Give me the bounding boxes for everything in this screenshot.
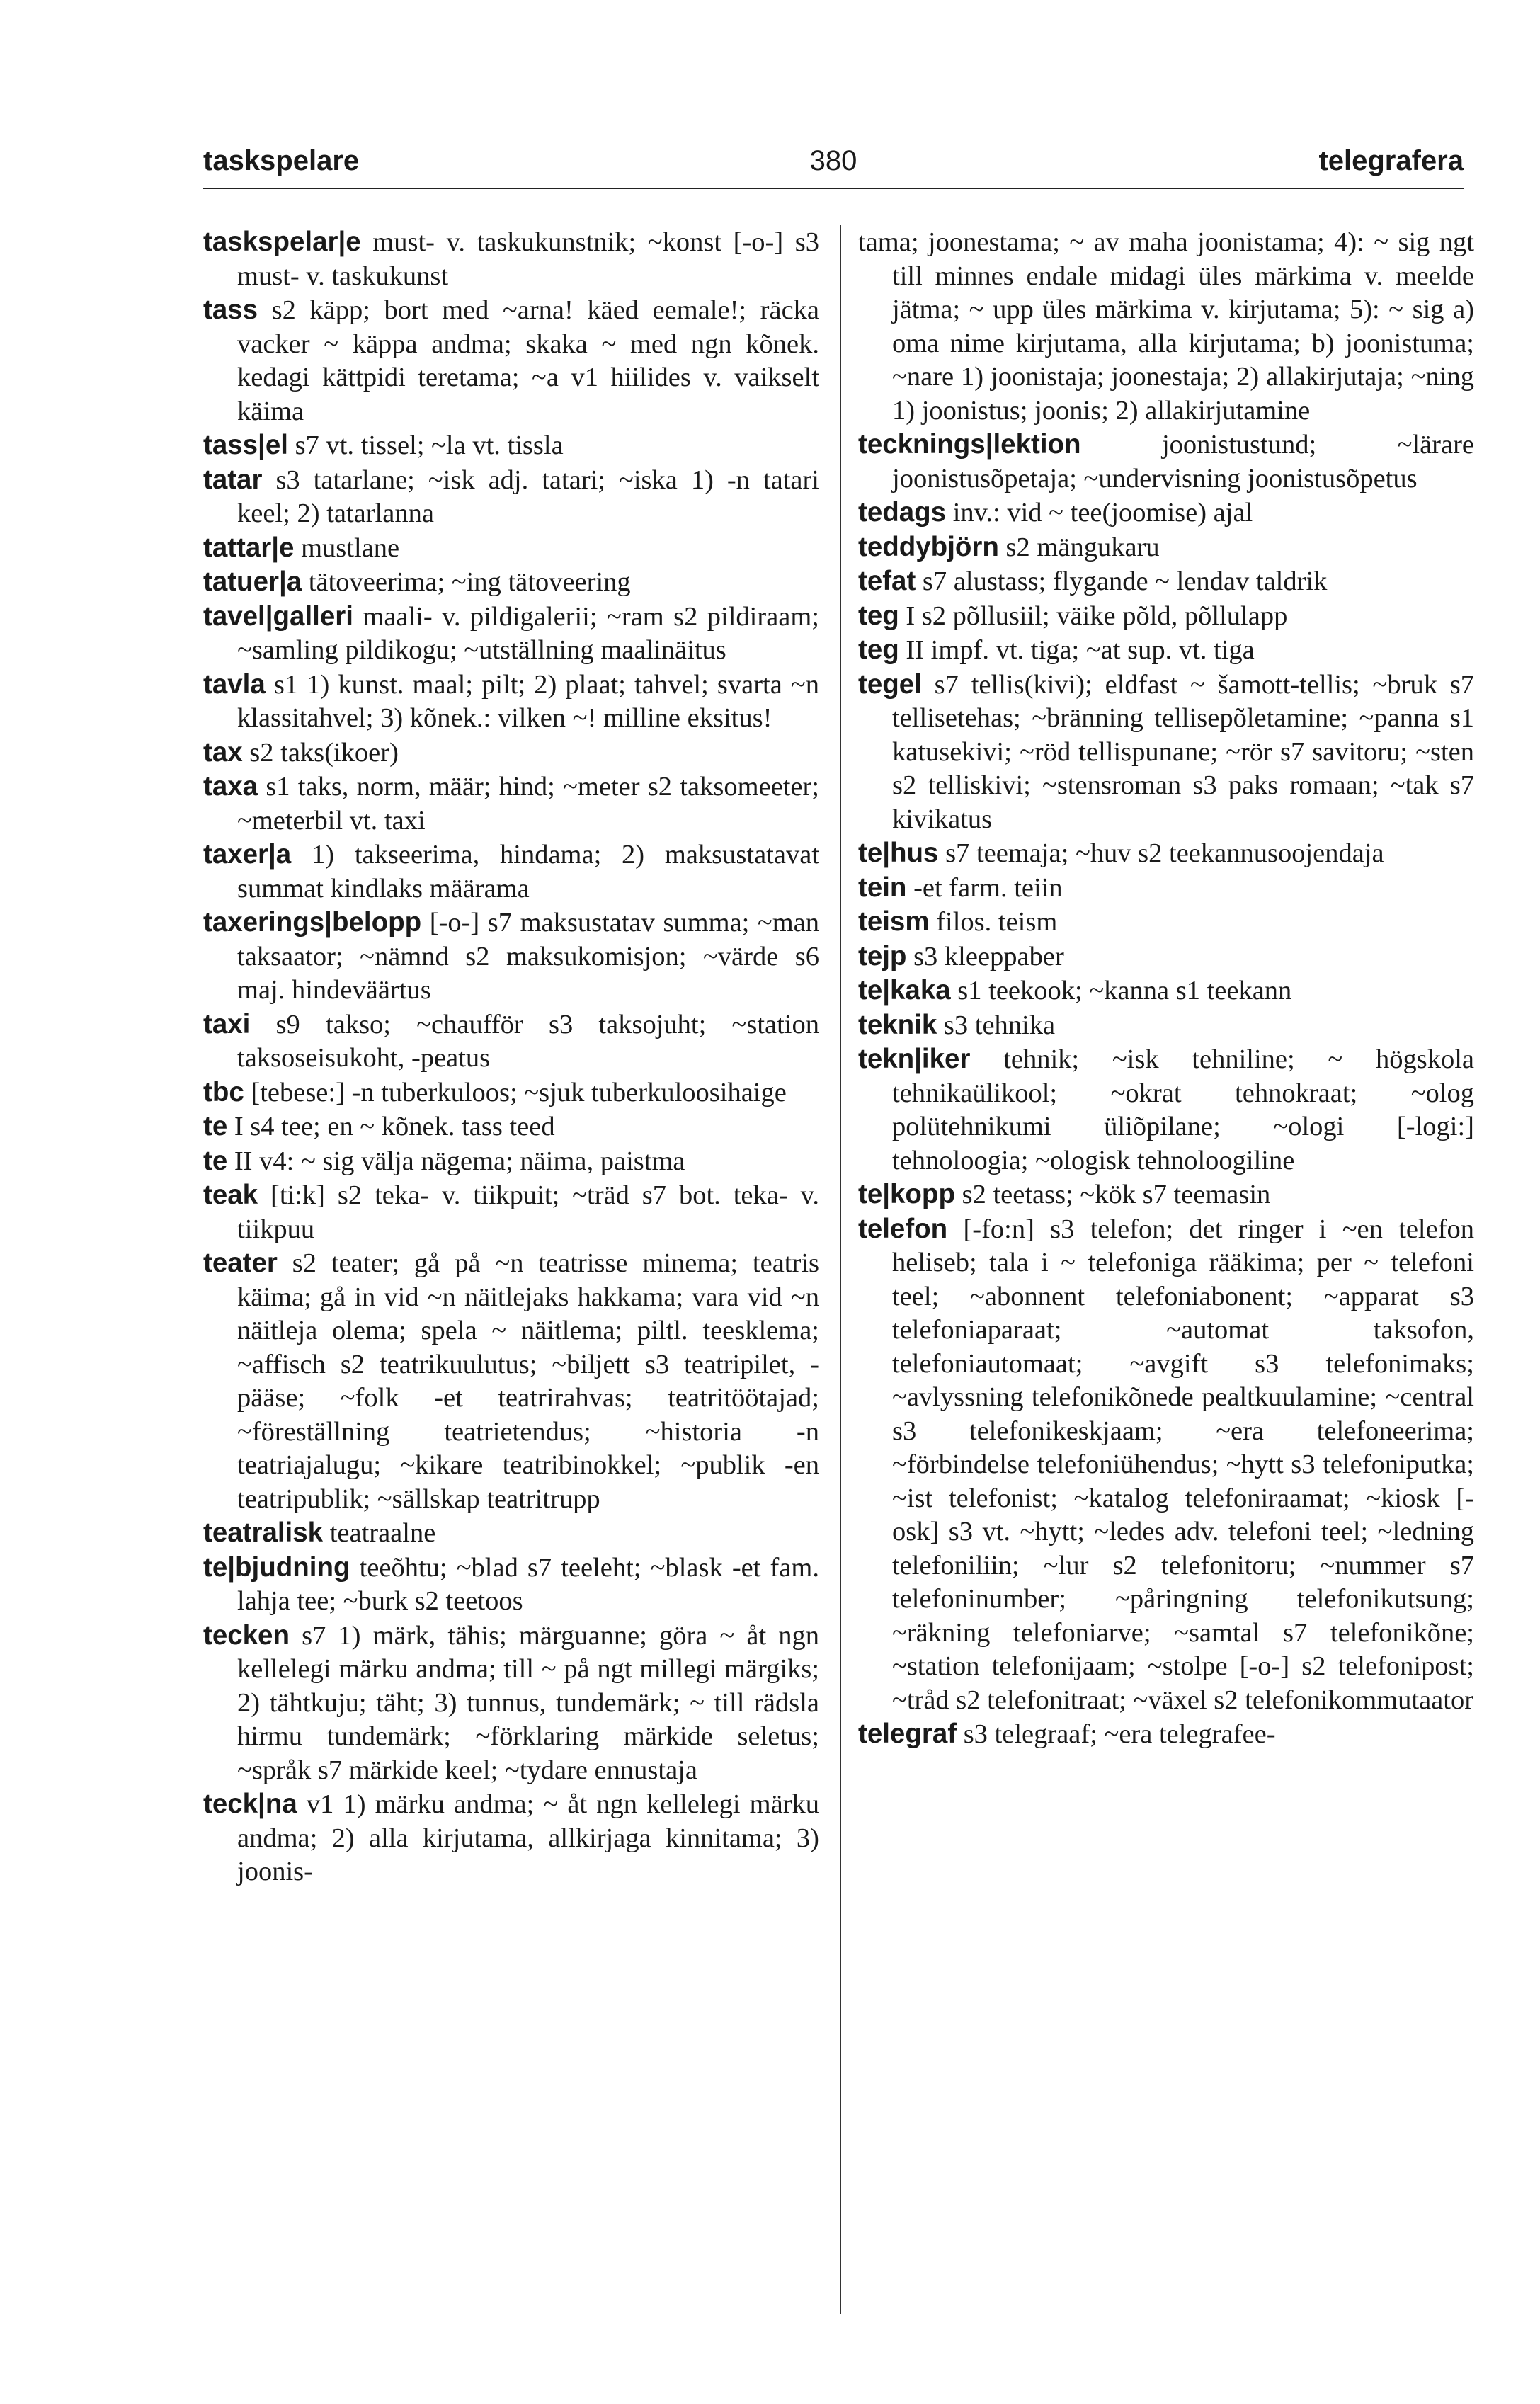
- dictionary-entry: [858, 974, 1474, 1008]
- entry-definition: -et farm. teiin: [913, 872, 1063, 903]
- dictionary-entry: [858, 599, 1474, 634]
- entry-definition: s2 käpp; bort med ~arna! käed eemale!; räcka vacker ~ käppa andma; skaka ~ med ngn kõnek. kedagi kättpidi teretama; ~a v1 hiilides v. vaikselt käima: [237, 295, 819, 426]
- entry-headword: tefat: [858, 566, 916, 596]
- entry-definition: s1 teekook; ~kanna s1 teekann: [957, 976, 1292, 1006]
- dictionary-entry: [203, 1619, 819, 1788]
- entry-headword: tedags: [858, 497, 947, 528]
- dictionary-entry: [858, 530, 1474, 565]
- entry-headword: taxerings|belopp: [203, 907, 422, 938]
- entry-definition: s3 telegraaf; ~era telegrafee-: [963, 1719, 1276, 1749]
- entry-headword: taxer|a: [203, 839, 292, 870]
- entry-headword: tejp: [858, 940, 907, 972]
- entry-definition: s3 kleeppaber: [913, 941, 1064, 972]
- dictionary-entry: [203, 1516, 819, 1551]
- entry-headword: teck|na: [203, 1789, 297, 1819]
- dictionary-entry: [203, 906, 819, 1008]
- entry-headword: teddybjörn: [858, 531, 999, 562]
- dictionary-entry: [203, 293, 819, 428]
- entry-definition: s7 teemaja; ~huv s2 teekannusoojendaja: [945, 838, 1384, 868]
- page-header: [203, 138, 1464, 189]
- dictionary-entry: [858, 225, 1474, 428]
- dictionary-entry: [203, 1144, 819, 1179]
- entry-headword: te: [203, 1145, 228, 1176]
- entry-definition: s1 1) kunst. maal; pilt; 2) plaat; tahvel; svarta ~n klassitahvel; 3) kõnek.: vilken ~! milline eksitus!: [237, 669, 820, 733]
- dictionary-entry: [203, 668, 819, 736]
- dictionary-entry: [858, 871, 1474, 906]
- entry-definition: teeõhtu; ~blad s7 teeleht; ~blask -et fam. lahja tee; ~burk s2 teetoos: [237, 1552, 819, 1616]
- right-column: [858, 225, 1474, 1752]
- dictionary-entry: [858, 1717, 1474, 1752]
- entry-headword: tecknings|lektion: [858, 429, 1081, 460]
- dictionary-entry: [203, 600, 819, 668]
- header-left-word: taskspelare: [203, 145, 360, 176]
- entry-definition: s7 tellis(kivi); eldfast ~ šamott-tellis; ~bruk s7 tellisetehas; ~bränning tellisepõletamine; ~panna s1 katusekivi; ~röd tellispunane; ~rör s7 savitoru; ~sten s2 telliskivi; ~stensroman s3 paks romaan; ~tak s7 kivikatus: [892, 669, 1474, 834]
- entry-definition: [-fo:n] s3 telefon; det ringer i ~en telefon heliseb; tala i ~ telefoniga rääkima; per ~ telefoni teel; ~abonnent telefoniabonent; ~apparat s3 telefoniaparaat; ~automat taksofon, telefoniautomaat; ~avgift s3 telefonimaks; ~avlyssning telefonikõnede pealtkuulamine; ~central s3 telefonikeskjaam; ~era telefoneerima; ~förbindelse telefoniühendus; ~hytt s3 telefoniputka; ~ist telefonist; ~katalog telefoniraamat; ~kiosk [-osk] s3 vt. ~hytt; ~ledes adv. telefoni teel; ~ledning telefoniliin; ~lur s2 telefonitoru; ~nummer s7 telefoninumber; ~påringning telefonikutsung; ~räkning telefoniarve; ~samtal s7 telefonikõne; ~station telefonijaam; ~stolpe [-o-] s2 telefonipost; ~tråd s2 telefonitraat; ~växel s2 telefonikommutaator: [892, 1214, 1475, 1715]
- entry-definition: maali- v. pildigalerii; ~ram s2 pildiraam; ~samling pildikogu; ~utställning maalinäitus: [237, 601, 820, 665]
- entry-headword: te|kaka: [858, 975, 951, 1006]
- dictionary-entry: [203, 531, 819, 566]
- column-divider: [840, 225, 841, 2314]
- entry-headword: tass: [203, 295, 258, 325]
- entry-definition: II impf. vt. tiga; ~at sup. vt. tiga: [906, 635, 1255, 665]
- dictionary-entry: [858, 836, 1474, 871]
- entry-definition: must- v. taskukunstnik; ~konst [-o-] s3 must- v. taskukunst: [237, 227, 820, 291]
- dictionary-entry: [203, 1787, 819, 1889]
- entry-headword: teism: [858, 906, 930, 937]
- entry-definition: s3 tehnika: [943, 1010, 1056, 1040]
- entry-headword: tbc: [203, 1076, 244, 1107]
- entry-definition: s3 tatarlane; ~isk adj. tatari; ~iska 1) -n tatari keel; 2) tatarlanna: [237, 465, 820, 528]
- entry-definition: I s4 tee; en ~ kõnek. tass teed: [234, 1112, 555, 1141]
- entry-definition: s2 taks(ikoer): [249, 737, 399, 768]
- dictionary-entry: [203, 463, 819, 531]
- entry-definition: tehnik; ~isk tehniline; ~ högskola tehnikaülikool; ~okrat tehnokraat; ~olog polütehnikumi üliõpilane; ~ologi [-logi:] tehnoloogia; ~ologisk tehnoloogiline: [892, 1044, 1475, 1175]
- entry-headword: tecken: [203, 1619, 290, 1651]
- dictionary-entry: [203, 1246, 819, 1516]
- entry-headword: teater: [203, 1248, 278, 1278]
- entry-definition: 1) takseerima, hindama; 2) maksustatavat summat kindlaks määrama: [237, 840, 819, 904]
- entry-definition: s7 alustass; flygande ~ lendav taldrik: [922, 566, 1328, 596]
- left-column: [203, 225, 819, 1889]
- entry-definition: s7 1) märk, tähis; märguanne; göra ~ åt ngn kellelegi märku andma; till ~ på ngt millegi märgiks; 2) tähtkuju; täht; 3) tunnus, tundemärk; ~ till rädsla hirmu tundemärk; ~förklaring märkide seletus; ~språk s7 märkide keel; ~tydare ennustaja: [237, 1620, 820, 1785]
- entry-headword: tass|el: [203, 430, 288, 460]
- dictionary-entry: [858, 940, 1474, 974]
- entry-definition: s1 taks, norm, määr; hind; ~meter s2 taksomeeter; ~meterbil vt. taxi: [237, 772, 819, 836]
- entry-headword: teknik: [858, 1009, 937, 1040]
- header-right-word: telegrafera: [1318, 145, 1464, 176]
- dictionary-entry: [858, 1008, 1474, 1043]
- entry-headword: teatralisk: [203, 1517, 324, 1548]
- entry-headword: taxa: [203, 771, 258, 802]
- dictionary-entry: [203, 225, 819, 293]
- dictionary-entry: [203, 428, 819, 463]
- entry-headword: te|kopp: [858, 1179, 955, 1209]
- entry-definition: tama; joonestama; ~ av maha joonistama; 4): ~ sig ngt till minnes endale midagi üles märkima v. meelde jätma; ~ upp üles märkima v. kirjutama; 5): ~ sig a) oma nime kirjutama, alla kirjutama; b) joonistuma; ~nare 1) joonistaja; joonestaja; 2) allakirjutaja; ~ning 1) joonistus; joonis; 2) allakirjutamine: [858, 227, 1474, 426]
- page-number: 380: [809, 145, 857, 176]
- entry-headword: te: [203, 1111, 228, 1141]
- dictionary-entry: [858, 564, 1474, 599]
- dictionary-entry: [203, 838, 819, 906]
- entry-headword: te|hus: [858, 838, 939, 868]
- entry-headword: teg: [858, 634, 899, 665]
- entry-headword: tekn|iker: [858, 1044, 971, 1074]
- entry-definition: s7 vt. tissel; ~la vt. tissla: [295, 431, 564, 460]
- entry-headword: tegel: [858, 668, 922, 700]
- entry-definition: II v4: ~ sig välja nägema; näima, paistma: [234, 1146, 685, 1176]
- entry-definition: s2 mängukaru: [1005, 532, 1160, 562]
- entry-definition: [ti:k] s2 teka- v. tiikpuit; ~träd s7 bot. teka- v. tiikpuu: [237, 1180, 819, 1244]
- entry-definition: [tebese:] -n tuberkuloos; ~sjuk tuberkuloosihaige: [251, 1077, 787, 1107]
- dictionary-entry: [858, 668, 1474, 837]
- dictionary-entry: [858, 633, 1474, 668]
- dictionary-entry: [858, 428, 1474, 496]
- dictionary-entry: [858, 905, 1474, 940]
- entry-definition: s9 takso; ~chaufför s3 taksojuht; ~station taksoseisukoht, -peatus: [237, 1009, 819, 1073]
- dictionary-entry: [203, 1551, 819, 1619]
- dictionary-entry: [858, 1178, 1474, 1212]
- entry-definition: s2 teetass; ~kök s7 teemasin: [962, 1180, 1271, 1209]
- dictionary-entry: [203, 736, 819, 770]
- entry-definition: teatraalne: [329, 1518, 436, 1548]
- entry-definition: s2 teater; gå på ~n teatrisse minema; teatris käima; gå in vid ~n näitlejaks hakkama; vara vid ~n näitleja olema; spela ~ näitlema; piltl. teesklema; ~affisch s2 teatrikuulutus; ~biljett s3 teatripilet, -pääse; ~folk -et teatrirahvas; teatritöötajad; ~föreställning teatrietendus; ~historia -n teatriajalugu; ~kikare teatribinokkel; ~publik -en teatripublik; ~sällskap teatritrupp: [237, 1248, 820, 1514]
- dictionary-entry: [858, 496, 1474, 530]
- entry-headword: taxi: [203, 1008, 251, 1039]
- entry-headword: tavel|galleri: [203, 600, 353, 632]
- dictionary-entry: [203, 1110, 819, 1144]
- entry-headword: tavla: [203, 668, 266, 700]
- entry-headword: taskspelar|e: [203, 227, 361, 257]
- dictionary-entry: [203, 1076, 819, 1110]
- entry-headword: tax: [203, 736, 243, 768]
- entry-headword: tatuer|a: [203, 566, 302, 597]
- entry-definition: v1 1) märku andma; ~ åt ngn kellelegi märku andma; 2) alla kirjutama, allkirjaga kinnitama; 3) joonis-: [237, 1789, 820, 1886]
- entry-headword: teg: [858, 600, 899, 631]
- entry-definition: mustlane: [301, 532, 400, 563]
- dictionary-entry: [203, 770, 819, 838]
- entry-headword: tattar|e: [203, 532, 295, 563]
- entry-definition: inv.: vid ~ tee(joomise) ajal: [952, 498, 1253, 528]
- entry-definition: joonistustund; ~lärare joonistusõpetaja; ~undervisning joonistusõpetus: [892, 430, 1474, 494]
- entry-headword: telegraf: [858, 1719, 957, 1749]
- entry-definition: I s2 põllusiil; väike põld, põllulapp: [906, 600, 1288, 631]
- entry-definition: filos. teism: [936, 907, 1058, 937]
- entry-headword: telefon: [858, 1213, 948, 1244]
- entry-definition: [-o-] s7 maksustatav summa; ~man taksaator; ~nämnd s2 maksukomisjon; ~värde s6 maj. hindeväärtus: [237, 908, 820, 1005]
- entry-headword: te|bjudning: [203, 1551, 350, 1583]
- entry-headword: tein: [858, 872, 907, 903]
- dictionary-entry: [203, 1178, 819, 1246]
- entry-definition: tätoveerima; ~ing tätoveering: [308, 567, 631, 597]
- entry-headword: teak: [203, 1180, 258, 1210]
- dictionary-entry: [858, 1042, 1474, 1178]
- dictionary-entry: [858, 1212, 1474, 1718]
- dictionary-entry: [203, 565, 819, 600]
- entry-headword: tatar: [203, 464, 263, 495]
- dictionary-entry: [203, 1008, 819, 1076]
